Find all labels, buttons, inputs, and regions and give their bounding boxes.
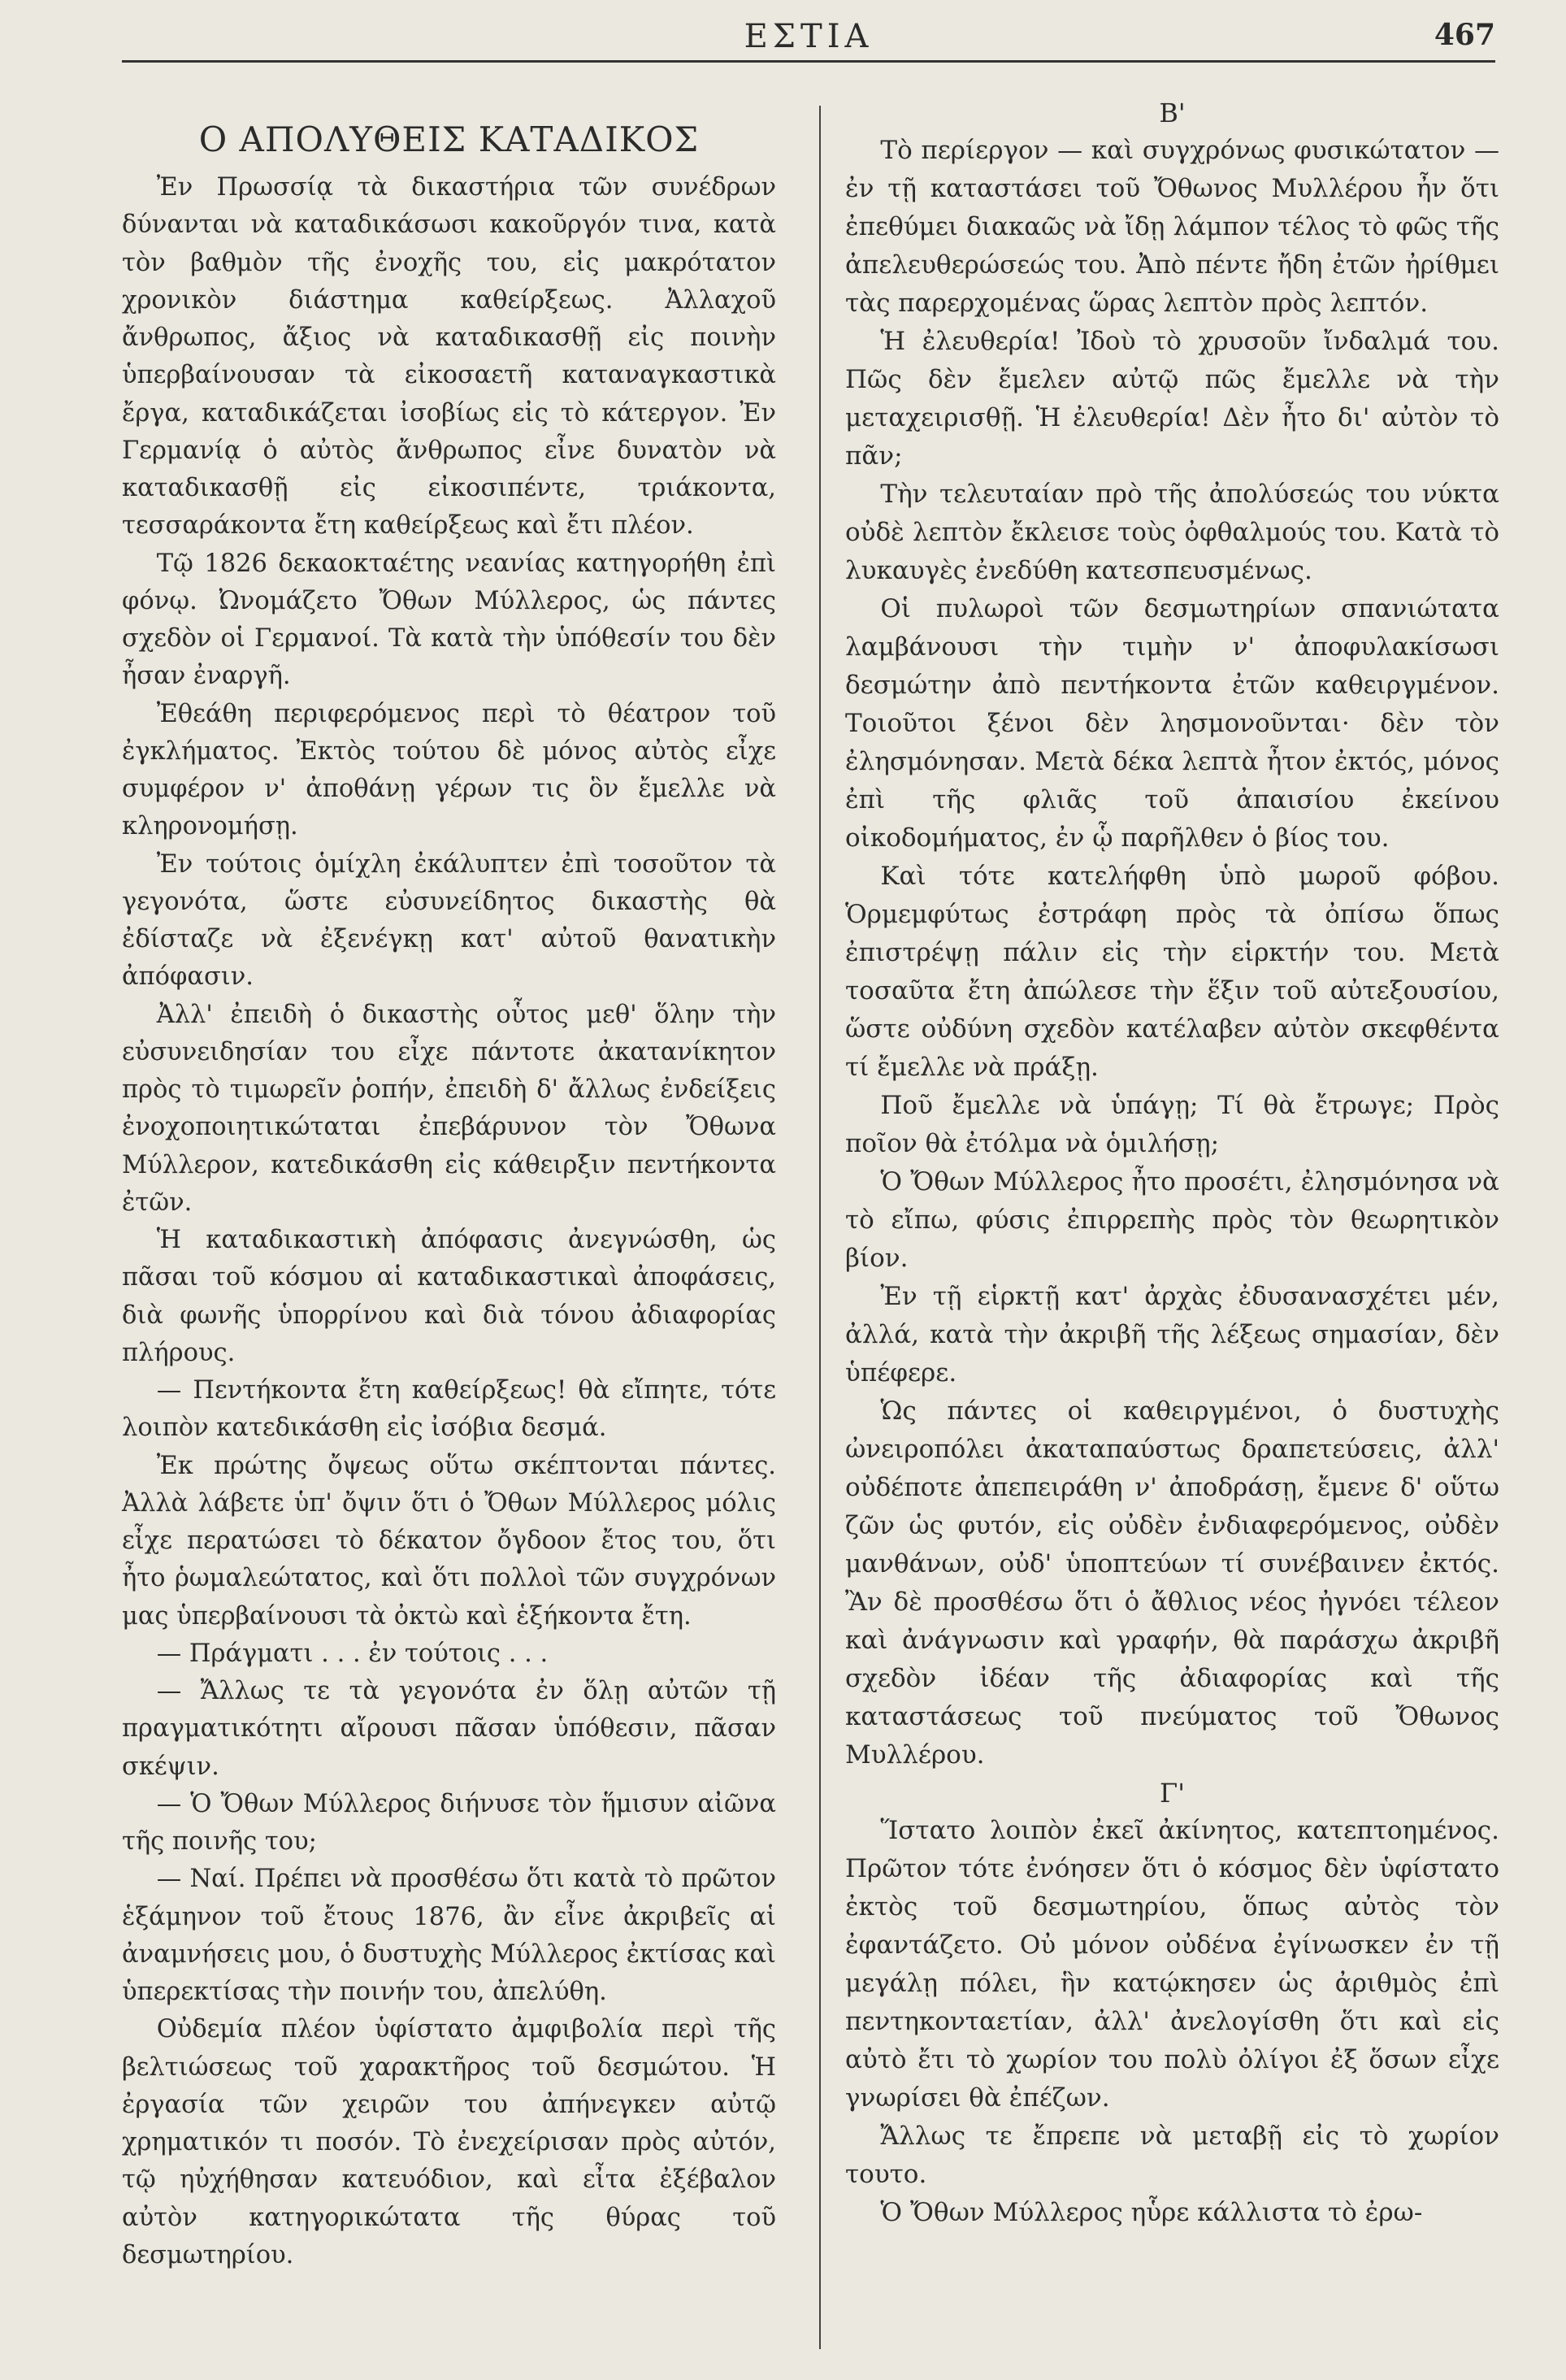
section-heading-b: Β': [1159, 98, 1186, 128]
page-header: [122, 11, 1495, 63]
running-title: ΕΣΤΙΑ: [744, 18, 874, 55]
paragraph: Οὐδεμία πλέον ὑφίστατο ἀμφιβολία περὶ τῆς βελτιώσεως τοῦ χαρακτῆρος τοῦ δεσμώτου. Ἡ ἐργασία τῶν χειρῶν του ἀπήνεγκεν αὐτῷ χρηματικόν τι ποσόν. Τὸ ἐνεχείρισαν πρὸς αὐτόν, τῷ ηὐχήθησαν κατευόδιον, καὶ εἶτα ἐξέβαλον αὐτὸν κατηγορικώτατα τῆς θύρας τοῦ δεσμωτηρίου.: [122, 2015, 776, 2269]
paragraph: — Πεντήκοντα ἔτη καθείρξεως! θὰ εἴπητε, τότε λοιπὸν κατεδικάσθη εἰς ἰσόβια δεσμά.: [122, 1376, 776, 1443]
column-divider: [819, 106, 821, 2349]
paragraph: Ὁ Ὄθων Μύλλερος ηὗρε κάλλιστα τὸ ἐρω-: [880, 2198, 1423, 2227]
paragraph: Ὁ Ὄθων Μύλλερος ἦτο προσέτι, ἐλησμόνησα νὰ τὸ εἴπω, φύσις ἐπιρρεπὴς πρὸς τὸν θεωρητικὸν βίον.: [845, 1167, 1499, 1273]
paragraph: — Ναί. Πρέπει νὰ προσθέσω ὅτι κατὰ τὸ πρῶτον ἑξάμηνον τοῦ ἔτους 1876, ἂν εἶνε ἀκριβεῖς αἱ ἀναμνήσεις μου, ὁ δυστυχὴς Μύλλερος ἐκτίσας καὶ ὑπερεκτίσας τὴν ποινήν του, ἀπελύθη.: [122, 1865, 776, 2006]
paragraph: — Ἄλλως τε τὰ γεγονότα ἐν ὅλῃ αὐτῶν τῇ πραγματικότητι αἴρουσι πᾶσαν ὑπόθεσιν, πᾶσαν σκέψιν.: [122, 1677, 776, 1781]
paragraph: Ἐν Πρωσσίᾳ τὰ δικαστήρια τῶν συνέδρων δύνανται νὰ καταδικάσωσι κακοῦργόν τινα, κατὰ τὸν βαθμὸν τῆς ἐνοχῆς του, εἰς μακρότατον χρονικὸν διάστημα καθείρξεως. Ἀλλαχοῦ ἄνθρωπος, ἄξιος νὰ καταδικασθῇ εἰς ποινὴν ὑπερβαίνουσαν τὰ εἰκοσαετῆ καταναγκαστικὰ ἔργα, καταδικάζεται ἰσοβίως εἰς τὸ κάτεργον. Ἐν Γερμανίᾳ ὁ αὐτὸς ἄνθρωπος εἶνε δυνατὸν νὰ καταδικασθῇ εἰς εἰκοσιπέντε, τριάκοντα, τεσσαράκοντα ἔτη καθείρξεως καὶ ἔτι πλέον.: [122, 173, 776, 541]
paragraph: Ἐν τῇ εἱρκτῇ κατ' ἀρχὰς ἐδυσανασχέτει μέν, ἀλλά, κατὰ τὴν ἀκριβῆ τῆς λέξεως σημασίαν, δὲν ὑπέφερε.: [845, 1282, 1499, 1388]
paragraph: Τὸ περίεργον — καὶ συγχρόνως φυσικώτατον — ἐν τῇ καταστάσει τοῦ Ὄθωνος Μυλλέρου ἦν ὅτι ἐπεθύμει διακαῶς νὰ ἴδῃ λάμπον τέλος τὸ φῶς τῆς ἀπελευθερώσεώς του. Ἀπὸ πέντε ἤδη ἐτῶν ἠρίθμει τὰς παρερχομένας ὥρας λεπτὸν πρὸς λεπτόν.: [845, 136, 1499, 318]
paragraph: Ἐκ πρώτης ὄψεως οὕτω σκέπτονται πάντες. Ἀλλὰ λάβετε ὑπ' ὄψιν ὅτι ὁ Ὄθων Μύλλερος μόλις εἶχε περατώσει τὸ δέκατον ὄγδοον ἔτος του, ὅτι ἦτο ῥωμαλεώτατος, καὶ ὅτι πολλοὶ τῶν συγχρόνων μας ὑπερβαίνουσι τὰ ὀκτὼ καὶ ἑξήκοντα ἔτη.: [122, 1451, 776, 1631]
paragraph: Ἡ καταδικαστικὴ ἀπόφασις ἀνεγνώσθη, ὡς πᾶσαι τοῦ κόσμου αἱ καταδικαστικαὶ ἀποφάσεις, διὰ φωνῆς ὑπορρίνου καὶ διὰ τόνου ἀδιαφορίας πλήρους.: [122, 1226, 776, 1367]
header-rule: [122, 60, 1495, 63]
paragraph: Ποῦ ἔμελλε νὰ ὑπάγῃ; Τί θὰ ἔτρωγε; Πρὸς ποῖον θὰ ἐτόλμα νὰ ὁμιλήσῃ;: [845, 1091, 1499, 1158]
paragraph: Ἵστατο λοιπὸν ἐκεῖ ἀκίνητος, κατεπτοημένος. Πρῶτον τότε ἐνόησεν ὅτι ὁ κόσμος δὲν ὑφίστατο ἐκτὸς τοῦ δεσμωτηρίου, ὅπως αὐτὸς τὸν ἐφαντάζετο. Οὐ μόνον οὐδένα ἐγίνωσκεν ἐν τῇ μεγάλῃ πόλει, ἣν κατῴκησεν ὡς ἀριθμὸς ἐπὶ πεντηκονταετίαν, ἀλλ' ἀνελογίσθη ὅτι καὶ εἰς αὐτὸ ἔτι τὸ χωρίον του πολὺ ὀλίγοι ἐξ ὅσων εἶχε γνωρίσει θὰ ἐπέζων.: [845, 1816, 1499, 2113]
paragraph: Ἡ ἐλευθερία! Ἰδοὺ τὸ χρυσοῦν ἴνδαλμά του. Πῶς δὲν ἔμελεν αὐτῷ πῶς ἔμελλε νὰ τὴν μεταχειρισθῇ. Ἡ ἐλευθερία! Δὲν ἦτο δι' αὐτὸν τὸ πᾶν;: [845, 327, 1499, 471]
paragraph: — Πράγματι . . . ἐν τούτοις . . .: [156, 1639, 549, 1668]
paragraph: Τῷ 1826 δεκαοκταέτης νεανίας κατηγορήθη ἐπὶ φόνῳ. Ὠνομάζετο Ὄθων Μύλλερος, ὡς πάντες σχεδὸν οἱ Γερμανοί. Τὰ κατὰ τὴν ὑπόθεσίν του δὲν ἦσαν ἐναργῆ.: [122, 549, 776, 691]
paragraph: Ὡς πάντες οἱ καθειργμένοι, ὁ δυστυχὴς ὠνειροπόλει ἀκαταπαύστως δραπετεύσεις, ἀλλ' οὐδέποτε ἀπεπειράθη ν' ἀποδράσῃ, ἔμενε δ' οὕτω ζῶν ὡς φυτόν, εἰς οὐδὲν ἐνδιαφερόμενος, οὐδὲν μανθάνων, οὐδ' ὑποπτεύων τί συνέβαινεν ἐκτός. Ἂν δὲ προσθέσω ὅτι ὁ ἄθλιος νέος ἠγνόει τέλεον καὶ ἀνάγνωσιν καὶ γραφήν, θὰ παράσχω ἀκριβῆ σχεδὸν ἰδέαν τῆς ἀδιαφορίας καὶ τῆς καταστάσεως τοῦ πνεύματος τοῦ Ὄθωνος Μυλλέρου.: [845, 1396, 1499, 1770]
right-column: [845, 94, 1499, 2232]
paragraph: Καὶ τότε κατελήφθη ὑπὸ μωροῦ φόβου. Ὁρμεμφύτως ἐστράφη πρὸς τὰ ὀπίσω ὅπως ἐπιστρέψῃ πάλιν εἰς τὴν εἱρκτήν του. Μετὰ τοσαῦτα ἔτη ἀπώλεσε τὴν ἕξιν τοῦ αὐτεξουσίου, ὥστε οὐδύνη σχεδὸν κατέλαβεν αὐτὸν σκεφθέντα τί ἔμελλε νὰ πράξῃ.: [845, 862, 1499, 1082]
section-heading-c: Γ': [1160, 1778, 1185, 1809]
paragraph: Ἀλλ' ἐπειδὴ ὁ δικαστὴς οὗτος μεθ' ὅλην τὴν εὐσυνειδησίαν του εἶχε πάντοτε ἀκατανίκητον πρὸς τὸ τιμωρεῖν ῥοπήν, ἐπειδὴ δ' ἄλλως ἐνδείξεις ἐνοχοποιητικώταται ἐπεβάρυνον τὸν Ὄθωνα Μύλλερον, κατεδικάσθη εἰς κάθειρξιν πεντήκοντα ἐτῶν.: [122, 1000, 776, 1217]
paragraph: Οἱ πυλωροὶ τῶν δεσμωτηρίων σπανιώτατα λαμβάνουσι τὴν τιμὴν ν' ἀποφυλακίσωσι δεσμώτην ἀπὸ πεντήκοντα ἐτῶν καθειργμένον. Τοιοῦτοι ξένοι δὲν λησμονοῦνται· δὲν τὸν ἐλησμόνησαν. Μετὰ δέκα λεπτὰ ἦτον ἐκτός, μόνος ἐπὶ τῆς φλιᾶς τοῦ ἀπαισίου ἐκείνου οἰκοδομήματος, ἐν ᾧ παρῆλθεν ὁ βίος του.: [845, 594, 1499, 853]
paragraph: — Ὁ Ὄθων Μύλλερος διήνυσε τὸν ἥμισυν αἰῶνα τῆς ποινῆς του;: [122, 1789, 776, 1856]
paragraph: Ἐν τούτοις ὁμίχλη ἐκάλυπτεν ἐπὶ τοσοῦτον τὰ γεγονότα, ὥστε εὐσυνείδητος δικαστὴς θὰ ἐδίσταζε νὰ ἐξενέγκῃ κατ' αὐτοῦ θανατικὴν ἀπόφασιν.: [122, 849, 776, 992]
left-column: [122, 114, 776, 2274]
page-number: 467: [1434, 18, 1495, 52]
article-title: Ο ΑΠΟΛΥΘΕΙΣ ΚΑΤΑΔΙΚΟΣ: [198, 119, 700, 159]
paragraph: Ἄλλως τε ἔπρεπε νὰ μεταβῇ εἰς τὸ χωρίον τουτο.: [845, 2122, 1499, 2189]
paragraph: Ἐθεάθη περιφερόμενος περὶ τὸ θέατρον τοῦ ἐγκλήματος. Ἐκτὸς τούτου δὲ μόνος αὐτὸς εἶχε συμφέρον ν' ἀποθάνῃ γέρων τις ὃν ἔμελλε νὰ κληρονομήσῃ.: [122, 699, 776, 841]
paragraph: Τὴν τελευταίαν πρὸ τῆς ἀπολύσεώς του νύκτα οὐδὲ λεπτὸν ἔκλεισε τοὺς ὀφθαλμούς του. Κατὰ τὸ λυκαυγὲς ἐνεδύθη κατεσπευσμένως.: [845, 480, 1499, 585]
